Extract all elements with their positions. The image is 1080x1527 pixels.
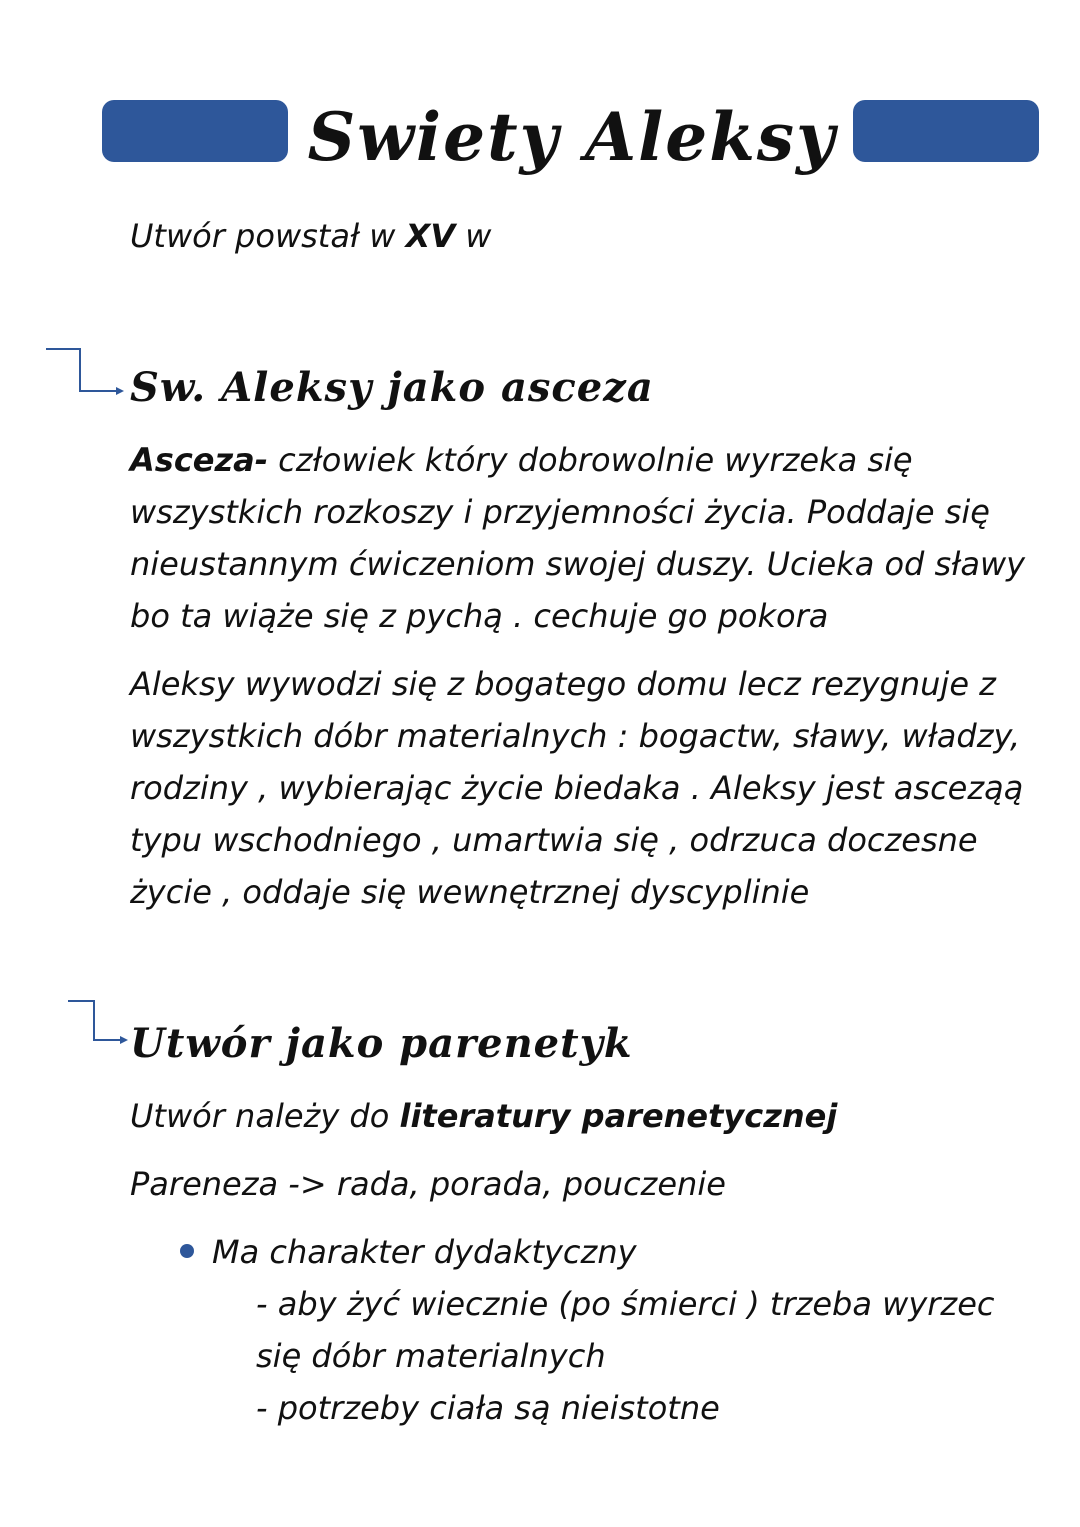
bullet-text: Ma charakter dydaktyczny — [212, 1233, 637, 1271]
intro-century: XV — [405, 217, 456, 255]
intro-prefix: Utwór powstał w — [130, 217, 406, 255]
section1-heading: Sw. Aleksy jako asceza — [130, 364, 654, 411]
title-bar-left — [102, 100, 288, 162]
parenetyk-line1 — [130, 1090, 1030, 1142]
section2-heading: Utwór jako parenetyk — [130, 1020, 633, 1067]
sub-item-2: - potrzeby ciała są nieistotne — [256, 1389, 720, 1427]
bullet-icon — [180, 1244, 194, 1258]
section-arrow-icon — [44, 346, 128, 396]
line1-bold: literatury parenetycznej — [399, 1097, 838, 1135]
asceza-definition-text: człowiek który dobrowolnie wyrzeka się wszystkich rozkoszy i przyjemności życia. Poddaje się nieustannym ćwiczeniom swojej duszy. Ucieka od sławy bo ta wiąże się z pychą . cechuje go pokora — [130, 441, 1026, 635]
intro-suffix: w — [455, 217, 492, 255]
aleksy-paragraph: Aleksy wywodzi się z bogatego domu lecz rezygnuje z wszystkich dóbr materialnych : bogactw, sławy, władzy, rodziny , wybierając życie biedaka . Aleksy jest asceząą typu wschodniego , umartwia się , odrzuca doczesne życie , oddaje się wewnętrznej dyscyplinie — [130, 665, 1024, 911]
parenetyk-line2: Pareneza -> rada, porada, pouczenie — [130, 1165, 726, 1203]
page-title: Swiety Aleksy — [307, 98, 837, 176]
intro-text — [130, 210, 1030, 262]
section-arrow-icon — [66, 998, 128, 1048]
title-bar-right — [853, 100, 1039, 162]
sub-item-1: - aby żyć wiecznie (po śmierci ) trzeba wyrzec się dóbr materialnych — [256, 1285, 995, 1375]
asceza-term: Asceza- — [130, 441, 268, 479]
asceza-definition — [130, 434, 1030, 642]
line1-prefix: Utwór należy do — [130, 1097, 400, 1135]
